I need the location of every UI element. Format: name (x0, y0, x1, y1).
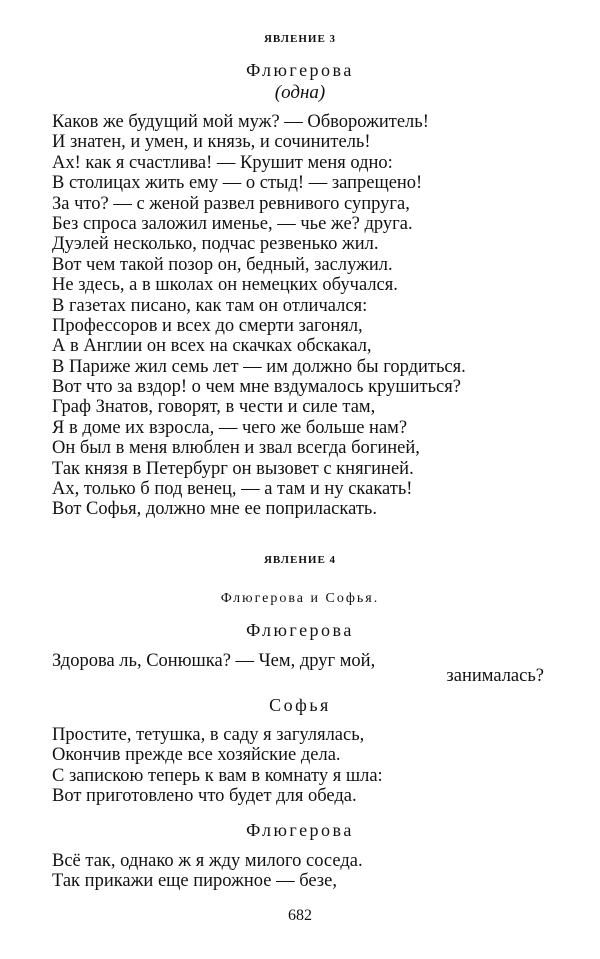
verse-line: Дуэлей несколько, подчас резвенько жил. (52, 234, 379, 255)
verse-line: А в Англии он всех на скачках обскакал, (52, 336, 372, 357)
speaker-flyugerova: Флюгерова (246, 620, 354, 640)
verse-line: Ах! как я счастлива! — Крушит меня одно: (52, 152, 393, 173)
verse-line: Так прикажи еще пирожное — безе, (52, 871, 337, 892)
speech-flyugerova-2 (52, 851, 552, 892)
verse-line: Всё так, однако ж я жду милого соседа. (52, 851, 363, 871)
page-number: 682 (288, 907, 312, 924)
verse-line: Здорова ль, Сонюшка? — Чем, друг мой, (52, 651, 376, 671)
verse-line-continuation: занималась? (446, 666, 544, 686)
verse-line: Вот что за вздор! о чем мне вздумалось крушиться? (52, 377, 461, 398)
verse-line: В газетах писано, как там он отличался: (52, 295, 368, 316)
scene-4-heading: ЯВЛЕНИЕ 4 (263, 554, 337, 566)
verse-line: Граф Знатов, говорят, в чести и силе там, (52, 397, 376, 418)
verse-line: Так князя в Петербург он вызовет с княгиней. (52, 458, 414, 479)
verse-line: Не здесь, а в школах он немецких обучался. (52, 275, 398, 296)
stage-direction: (одна) (274, 82, 326, 103)
verse-line: Ах, только б под венец, — а там и ну скакать! (52, 479, 413, 500)
scene-3-monologue (52, 112, 552, 520)
verse-line: Без спроса заложил именье, — чье же? друга. (52, 213, 413, 234)
verse-line: С запискою теперь к вам в комнату я шла: (52, 765, 383, 786)
verse-line: Вот приготовлено что будет для обеда. (52, 786, 357, 807)
verse-line: Вот Софья, должно мне ее поприласкать. (52, 499, 377, 520)
verse-line: Он был в меня влюблен и звал всегда богиней, (52, 438, 420, 459)
speech-sofya (52, 725, 552, 807)
speaker-sofya: Софья (269, 695, 331, 715)
scene-3-speaker: Флюгерова (246, 60, 354, 80)
verse-line: Окончив прежде все хозяйские дела. (52, 745, 341, 766)
verse-line: Простите, тетушка, в саду я загулялась, (52, 725, 365, 745)
verse-line: Профессоров и всех до смерти загонял, (52, 315, 363, 336)
scene-4-cast: Флюгерова и Софья. (220, 591, 380, 606)
verse-line: В Париже жил семь лет — им должно бы гордиться. (52, 356, 466, 377)
verse-line: В столицах жить ему — о стыд! — запрещено! (52, 173, 423, 194)
verse-line: Вот чем такой позор он, бедный, заслужил. (52, 254, 393, 275)
verse-line: За что? — с женой развел ревнивого супруга, (52, 193, 410, 214)
verse-line: Каков же будущий мой муж? — Обворожитель! (52, 112, 429, 132)
scene-3-heading: ЯВЛЕНИЕ 3 (263, 33, 337, 45)
verse-line: И знатен, и умен, и князь, и сочинитель! (52, 132, 371, 153)
verse-line: Я в доме их взросла, — чего же больше нам? (52, 417, 408, 438)
speaker-flyugerova-2: Флюгерова (246, 820, 354, 840)
